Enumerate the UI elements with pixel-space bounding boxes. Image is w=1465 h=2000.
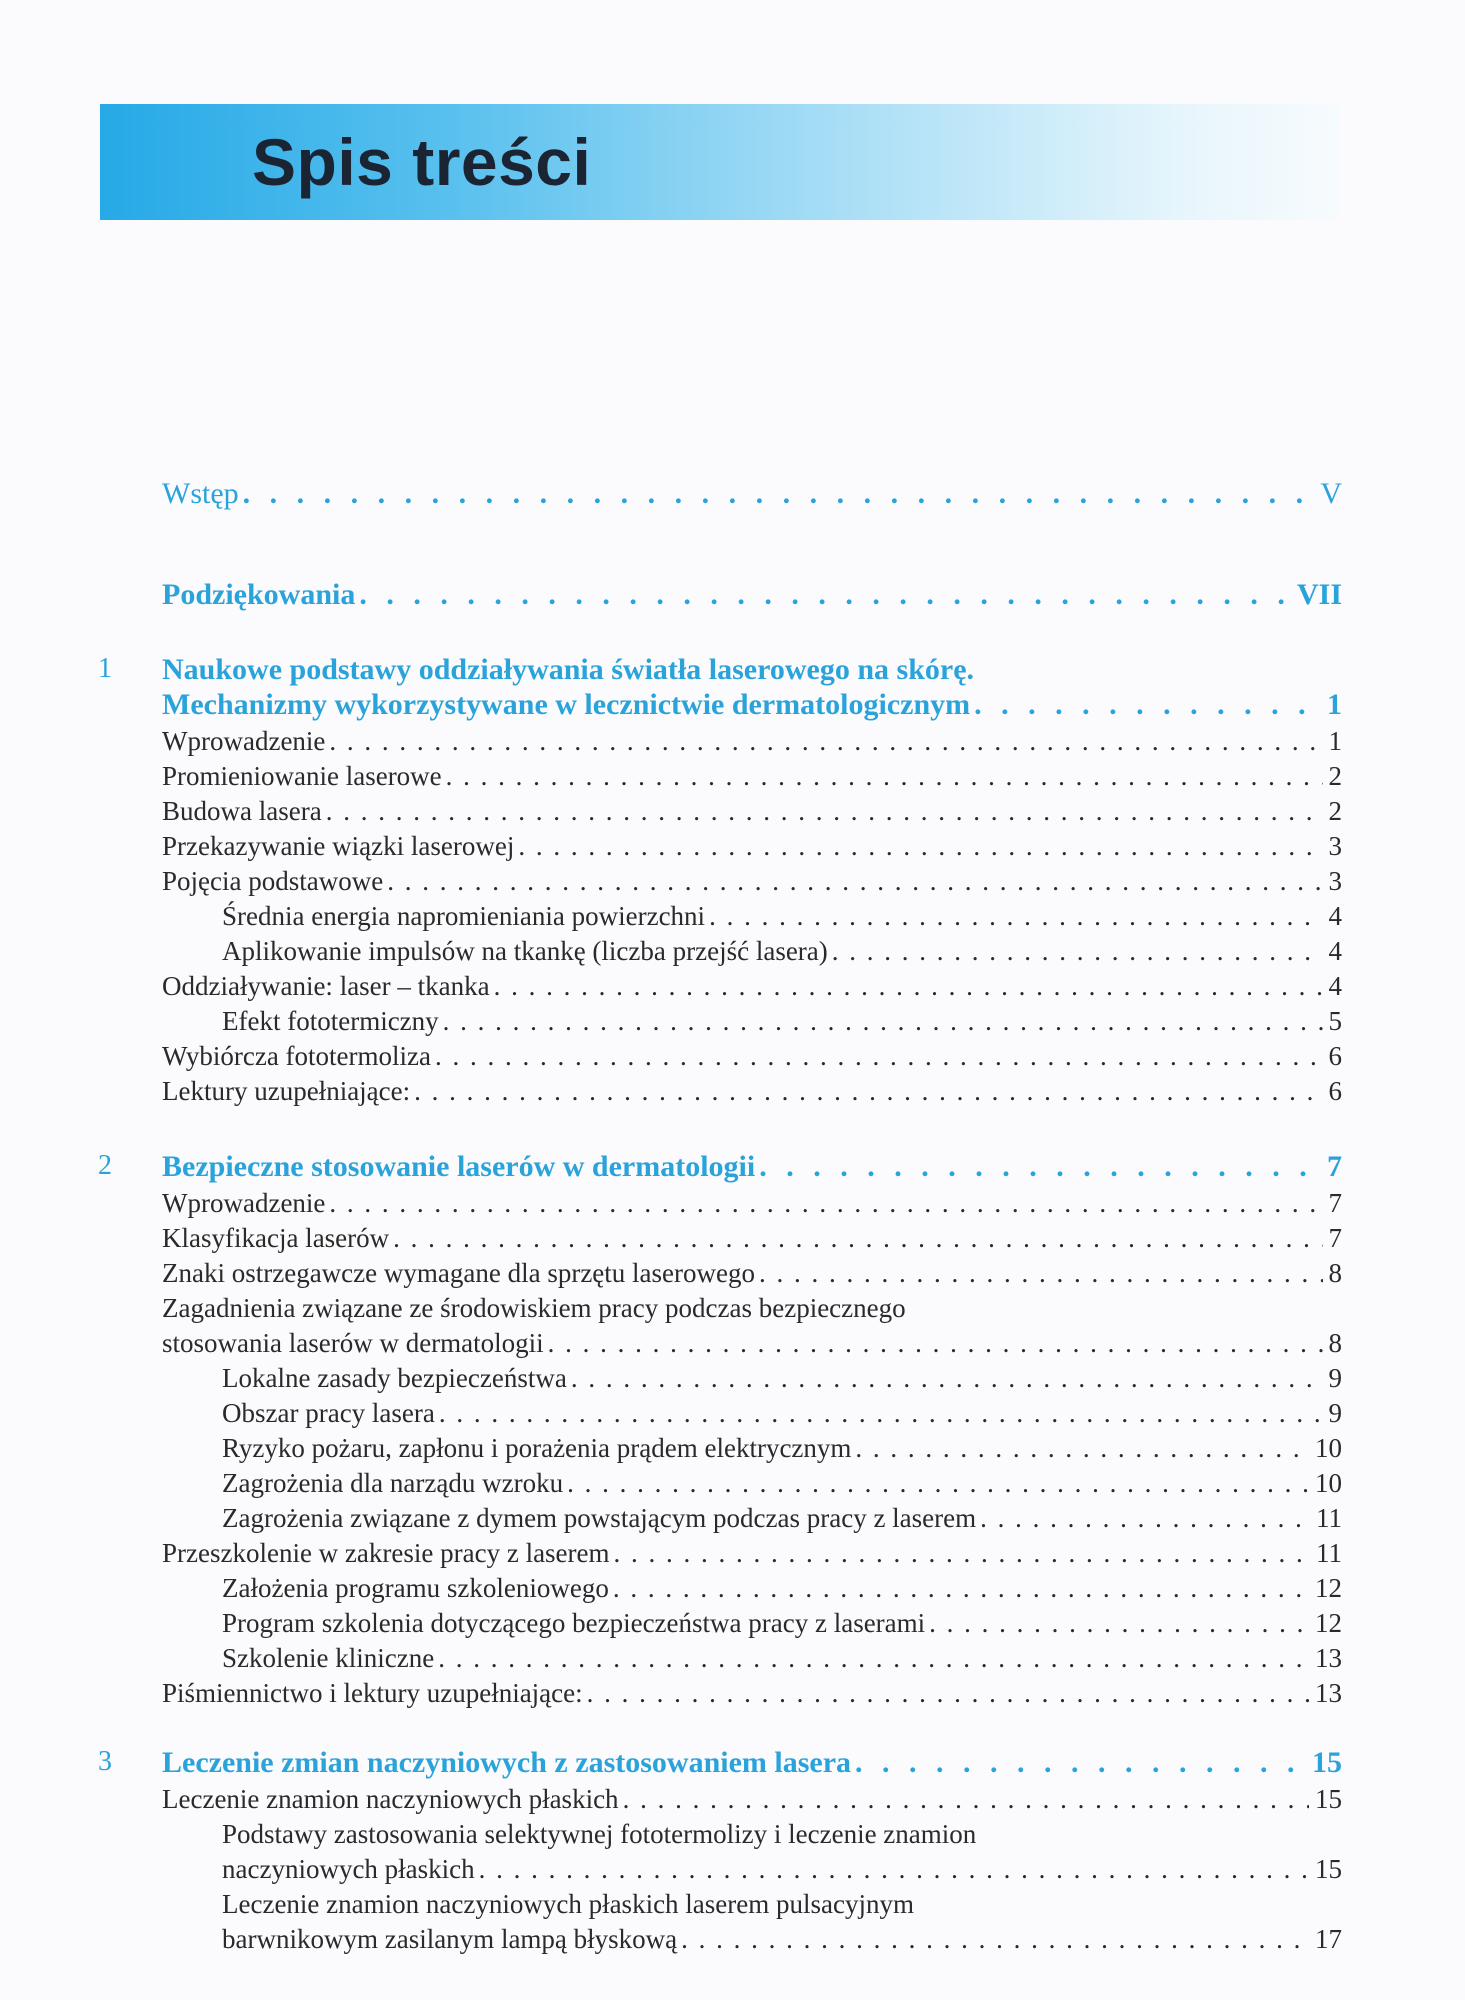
- toc-entry-title: naczyniowych płaskich: [222, 1854, 475, 1884]
- toc-entry-title-line[interactable]: Zagadnienia związane ze środowiskiem pracy podczas bezpiecznego: [162, 1293, 906, 1323]
- toc-entry-title: Efekt fototermiczny: [222, 1006, 439, 1036]
- toc-entry-page: 9: [1328, 1363, 1342, 1393]
- toc-entry-page: VII: [1296, 578, 1342, 611]
- chapter-number: 1: [98, 653, 112, 684]
- dot-leader: [855, 1433, 1309, 1464]
- toc-entry-title: stosowania laserów w dermatologii: [162, 1328, 544, 1358]
- toc-entry[interactable]: [162, 1258, 1342, 1289]
- toc-entry-page: 4: [1328, 901, 1342, 931]
- toc-entry[interactable]: [162, 1076, 1342, 1107]
- toc-entry[interactable]: [162, 1328, 1342, 1359]
- toc-subentry[interactable]: [222, 901, 1342, 932]
- toc-entry-title: barwnikowym zasilanym lampą błyskową: [222, 1924, 678, 1954]
- toc-entry-title: Aplikowanie impulsów na tkankę (liczba przejść lasera): [222, 936, 828, 966]
- toc-entry-page: 17: [1315, 1924, 1342, 1954]
- toc-entry[interactable]: [162, 1223, 1342, 1254]
- toc-entry[interactable]: [162, 1784, 1342, 1815]
- dot-leader: [571, 1363, 1323, 1394]
- dot-leader: [479, 1854, 1309, 1885]
- dot-leader: [243, 477, 1315, 511]
- chapter-title: Leczenie zmian naczyniowych z zastosowaniem lasera: [162, 1746, 852, 1779]
- toc-subentry[interactable]: [222, 1363, 1342, 1394]
- toc-entry[interactable]: [162, 1538, 1342, 1569]
- dot-leader: [980, 1503, 1310, 1534]
- toc-entry[interactable]: [162, 761, 1342, 792]
- toc-entry-title: Podziękowania: [162, 578, 356, 611]
- toc-entry-title: Ryzyko pożaru, zapłonu i porażenia prądem elektrycznym: [222, 1433, 852, 1463]
- toc-entry-title: Zagrożenia dla narządu wzroku: [222, 1468, 564, 1498]
- dot-leader: [329, 726, 1322, 757]
- toc-subentry[interactable]: [222, 1854, 1342, 1885]
- toc-entry-title: Leczenie znamion naczyniowych płaskich: [162, 1784, 619, 1814]
- toc-entry[interactable]: [162, 726, 1342, 757]
- dot-leader: [681, 1924, 1309, 1955]
- toc-entry-title-line[interactable]: Podstawy zastosowania selektywnej fototermolizy i leczenie znamion: [222, 1819, 977, 1849]
- toc-subentry[interactable]: [222, 1398, 1342, 1429]
- toc-entry-podziekowania[interactable]: [162, 578, 1342, 612]
- dot-leader: [393, 1223, 1322, 1254]
- toc-entry-page: 15: [1315, 1854, 1342, 1884]
- toc-subentry[interactable]: [222, 936, 1342, 967]
- dot-leader: [329, 1188, 1322, 1219]
- chapter-title: Bezpieczne stosowanie laserów w dermatologii: [162, 1150, 756, 1183]
- toc-entry-title: Przeszkolenie w zakresie pracy z laserem: [162, 1538, 610, 1568]
- toc-entry[interactable]: [162, 1041, 1342, 1072]
- dot-leader: [623, 1784, 1309, 1815]
- dot-leader: [494, 971, 1323, 1002]
- toc-entry-page: 9: [1328, 1398, 1342, 1428]
- toc-entry-page: 6: [1328, 1041, 1342, 1071]
- toc-entry-page: 11: [1316, 1503, 1342, 1533]
- dot-leader: [929, 1608, 1309, 1639]
- dot-leader: [709, 901, 1322, 932]
- toc-entry[interactable]: [162, 1188, 1342, 1219]
- chapter-heading[interactable]: [162, 1746, 1342, 1780]
- toc-entry-page: 6: [1328, 1076, 1342, 1106]
- toc-subentry[interactable]: [222, 1433, 1342, 1464]
- toc-entry-title: Wprowadzenie: [162, 1188, 326, 1218]
- chapter-number: 3: [98, 1746, 112, 1777]
- dot-leader: [438, 1643, 1309, 1674]
- chapter-heading[interactable]: [162, 1150, 1342, 1184]
- toc-entry-page: 3: [1328, 831, 1342, 861]
- toc-subentry[interactable]: [222, 1503, 1342, 1534]
- dot-leader: [587, 1678, 1309, 1709]
- chapter-title: Mechanizmy wykorzystywane w lecznictwie dermatologicznym: [162, 688, 971, 721]
- toc-entry-page: 13: [1315, 1678, 1342, 1708]
- toc-entry-title: Średnia energia napromieniania powierzchni: [222, 901, 706, 931]
- dot-leader: [759, 1150, 1321, 1184]
- toc-entry-page: 10: [1315, 1468, 1342, 1498]
- toc-entry[interactable]: [162, 866, 1342, 897]
- toc-entry-page: 13: [1315, 1643, 1342, 1673]
- toc-entry-title: Program szkolenia dotyczącego bezpieczeństwa pracy z laserami: [222, 1608, 926, 1638]
- toc-entry-title: Klasyfikacja laserów: [162, 1223, 390, 1253]
- dot-leader: [387, 866, 1322, 897]
- dot-leader: [855, 1746, 1306, 1780]
- toc-subentry[interactable]: [222, 1468, 1342, 1499]
- toc-entry-page: 7: [1328, 1188, 1342, 1218]
- dot-leader: [518, 831, 1322, 862]
- toc-entry[interactable]: [162, 796, 1342, 827]
- toc-entry-title: Oddziaływanie: laser – tkanka: [162, 971, 490, 1001]
- toc-entry-page: 3: [1328, 866, 1342, 896]
- dot-leader: [446, 761, 1323, 792]
- dot-leader: [414, 1076, 1322, 1107]
- toc-entry-page: 8: [1328, 1258, 1342, 1288]
- dot-leader: [974, 688, 1321, 722]
- toc-entry-page: 2: [1328, 761, 1342, 791]
- toc-entry-title: Zagrożenia związane z dymem powstającym podczas pracy z laserem: [222, 1503, 977, 1533]
- dot-leader: [759, 1258, 1323, 1289]
- toc-entry-page: 12: [1315, 1608, 1342, 1638]
- toc-entry-page: V: [1320, 477, 1342, 510]
- chapter-heading[interactable]: [162, 688, 1342, 722]
- page-title: Spis treści: [252, 125, 592, 199]
- toc-subentry[interactable]: [222, 1643, 1342, 1674]
- chapter-page: 1: [1327, 688, 1342, 721]
- toc-entry-page: 7: [1328, 1223, 1342, 1253]
- dot-leader: [832, 936, 1323, 967]
- toc-subentry[interactable]: [222, 1573, 1342, 1604]
- dot-leader: [613, 1573, 1309, 1604]
- toc-entry-page: 4: [1328, 936, 1342, 966]
- dot-leader: [614, 1538, 1310, 1569]
- toc-entry-title: Znaki ostrzegawcze wymagane dla sprzętu laserowego: [162, 1258, 755, 1288]
- chapter-page: 15: [1312, 1746, 1342, 1779]
- toc-entry-title: Założenia programu szkoleniowego: [222, 1573, 609, 1603]
- dot-leader: [439, 1398, 1323, 1429]
- dot-leader: [326, 796, 1323, 827]
- toc-subentry[interactable]: [222, 1006, 1342, 1037]
- toc-entry-title-line[interactable]: Leczenie znamion naczyniowych płaskich laserem pulsacyjnym: [222, 1889, 914, 1919]
- toc-entry-page: 2: [1328, 796, 1342, 826]
- toc-entry-page: 8: [1328, 1328, 1342, 1358]
- chapter-title-line[interactable]: Naukowe podstawy oddziaływania światła laserowego na skórę.: [162, 653, 975, 686]
- toc-entry-title: Obszar pracy lasera: [222, 1398, 435, 1428]
- dot-leader: [443, 1006, 1323, 1037]
- toc-entry-title: Wstęp: [162, 477, 239, 510]
- toc-entry-wstep[interactable]: [162, 477, 1342, 511]
- toc-entry-page: 10: [1315, 1433, 1342, 1463]
- toc-entry-title: Pojęcia podstawowe: [162, 866, 384, 896]
- toc-entry-title: Wybiórcza fototermoliza: [162, 1041, 431, 1071]
- toc-entry-title: Budowa lasera: [162, 796, 322, 826]
- toc-entry-page: 15: [1315, 1784, 1342, 1814]
- chapter-number: 2: [98, 1150, 112, 1181]
- toc-entry-title: Przekazywanie wiązki laserowej: [162, 831, 515, 861]
- toc-entry[interactable]: [162, 1678, 1342, 1709]
- toc-entry[interactable]: [162, 831, 1342, 862]
- toc-subentry[interactable]: [222, 1924, 1342, 1955]
- toc-subentry[interactable]: [222, 1608, 1342, 1639]
- dot-leader: [548, 1328, 1323, 1359]
- dot-leader: [567, 1468, 1309, 1499]
- toc-entry-title: Lektury uzupełniające:: [162, 1076, 411, 1106]
- toc-entry-page: 11: [1316, 1538, 1342, 1568]
- chapter-page: 7: [1327, 1150, 1342, 1183]
- dot-leader: [359, 578, 1291, 612]
- toc-entry-title: Piśmiennictwo i lektury uzupełniające:: [162, 1678, 583, 1708]
- dot-leader: [435, 1041, 1323, 1072]
- toc-entry-title: Promieniowanie laserowe: [162, 761, 442, 791]
- toc-entry-page: 4: [1328, 971, 1342, 1001]
- toc-entry-page: 12: [1315, 1573, 1342, 1603]
- toc-entry-page: 1: [1328, 726, 1342, 756]
- toc-entry[interactable]: [162, 971, 1342, 1002]
- toc-entry-title: Wprowadzenie: [162, 726, 326, 756]
- toc-entry-page: 5: [1328, 1006, 1342, 1036]
- toc-entry-title: Szkolenie kliniczne: [222, 1643, 435, 1673]
- toc-entry-title: Lokalne zasady bezpieczeństwa: [222, 1363, 567, 1393]
